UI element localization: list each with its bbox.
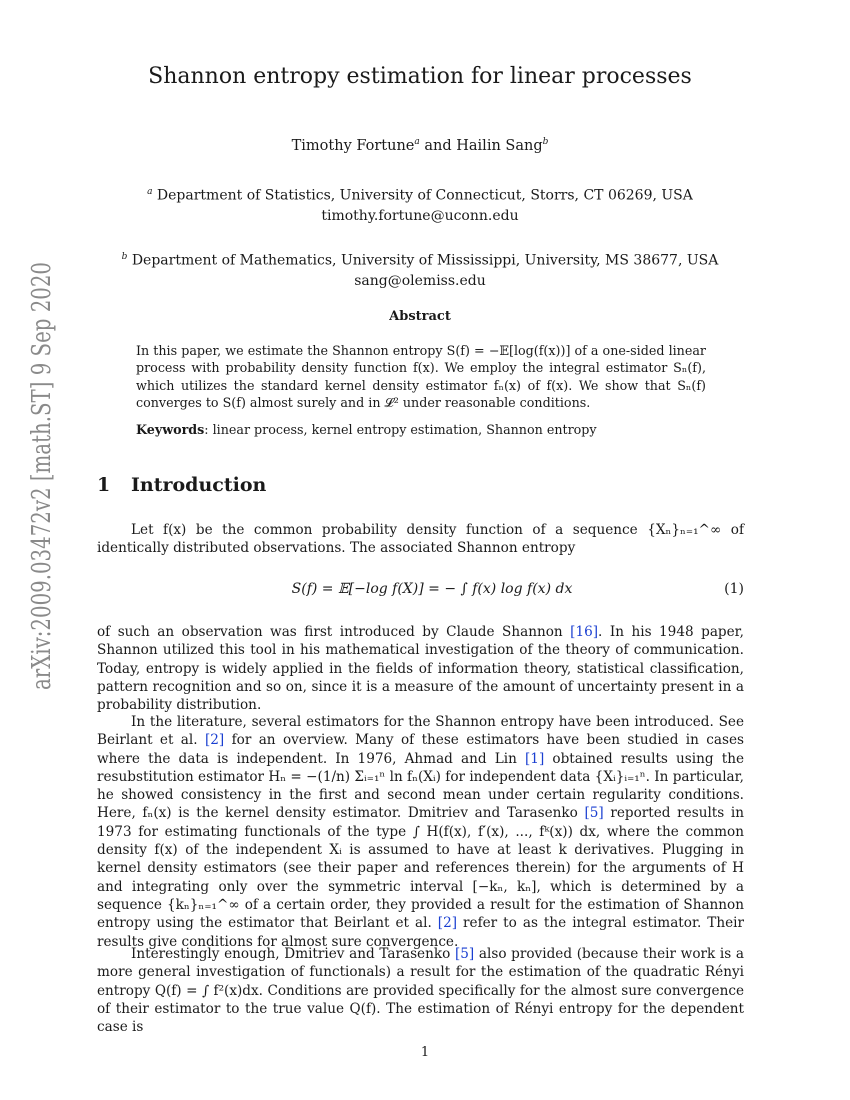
section-heading bbox=[97, 474, 266, 496]
arxiv-identifier bbox=[12, 260, 62, 690]
citation-link[interactable]: [2] bbox=[204, 732, 225, 749]
text-run: also provided (because their work is a more general investigation of functionals) a result for the estimation of the quadratic Rényi entropy Q(f) = ∫ f²(x)dx. Conditions are provided specifically for the almost sure convergence of their estimator to the true value Q(f). The estimation of Rényi entropy for the dependent case is bbox=[97, 946, 744, 1036]
citation-link[interactable]: [5] bbox=[454, 946, 475, 962]
text-run: refer to as the integral estimator. Their results give conditions for almost sure convergence. bbox=[97, 915, 744, 950]
paragraph bbox=[97, 945, 744, 1036]
citation-link[interactable]: [2] bbox=[437, 915, 458, 932]
citation-link[interactable]: [5] bbox=[584, 805, 604, 822]
keywords-label: Keywords bbox=[136, 422, 205, 437]
section-number: 1 bbox=[97, 474, 111, 496]
keywords bbox=[136, 422, 706, 437]
arxiv-identifier-text: arXiv:2009.03472v2 [math.ST] 9 Sep 2020 bbox=[26, 260, 57, 690]
affiliation-mark: b bbox=[121, 252, 128, 262]
text-run: reported results in 1973 for estimating functionals of the type ∫ H(f(x), f′(x), ..., fᵏ(x)) dx, where the common density f(x) of the independent Xᵢ is assumed to have at least k derivatives. Plugging in kernel density estimators (see their paper and references therein) for the arguments of H and integrating only over the symmetric interval [−kₙ, kₙ], which is determined by a sequence {kₙ}ₙ₌₁^∞ of a certain order, they provided a result for the estimation of Shannon entropy using the estimator that Beirlant et al. bbox=[97, 805, 744, 932]
author-line bbox=[100, 137, 740, 154]
text-run: of such an observation was first introduced by Claude Shannon bbox=[97, 624, 571, 640]
affiliation-text: Department of Statistics, University of Connecticut, Storrs, CT 06269, USA bbox=[156, 187, 693, 204]
page-number: 1 bbox=[420, 1045, 430, 1060]
citation-link[interactable]: [1] bbox=[525, 750, 545, 767]
affiliation-b bbox=[100, 247, 740, 291]
equation bbox=[97, 578, 744, 606]
section-title: Introduction bbox=[131, 474, 267, 496]
affiliation-mark: a bbox=[414, 137, 420, 147]
email-address: sang@olemiss.edu bbox=[354, 272, 486, 289]
text-run: for an overview. Many of these estimators have been studied in cases where the data is independent. In 1976, Ahmad and Lin bbox=[97, 732, 744, 767]
paragraph bbox=[97, 623, 744, 714]
paragraph bbox=[97, 713, 744, 951]
affiliation-a bbox=[100, 182, 740, 226]
author-name: Timothy Fortune bbox=[291, 137, 415, 154]
abstract-heading: Abstract bbox=[389, 309, 451, 324]
author-name: Hailin Sang bbox=[456, 137, 543, 154]
author-conjunction: and bbox=[424, 137, 452, 154]
text-run: obtained results using the resubstitution estimator Hₙ = −(1/n) Σᵢ₌₁ⁿ ln fₙ(Xᵢ) for independent data {Xᵢ}ᵢ₌₁ⁿ. In particular, he showed consistency in the first and second mean under certain regularity conditions. Here, fₙ(x) is the kernel density estimator. Dmitriev and Tarasenko bbox=[97, 750, 744, 822]
text-run: In the literature, several estimators for the Shannon entropy have been introduced. See Beirlant et al. bbox=[97, 714, 744, 749]
citation-link[interactable]: [16] bbox=[570, 624, 599, 640]
text-run: Interestingly enough, Dmitriev and Tarasenko bbox=[131, 946, 455, 962]
abstract-text: In this paper, we estimate the Shannon entropy S(f) = −𝔼[log(f(x))] of a one-sided linear process with probability density function f(x). We employ the integral estimator Sₙ(f), which utilizes the standard kernel density estimator fₙ(x) of f(x). We show that Sₙ(f) converges to S(f) almost surely and in 𝓛² under reasonable conditions. bbox=[136, 343, 706, 410]
paper-title: Shannon entropy estimation for linear processes bbox=[148, 64, 692, 89]
text-run: . In his 1948 paper, Shannon utilized this tool in his mathematical investigation of the theory of communication. Today, entropy is widely applied in the fields of information theory, statistical classification, pattern recognition and so on, since it is a measure of the amount of uncertainty present in a probability distribution. bbox=[97, 624, 744, 714]
keywords-text: : linear process, kernel entropy estimation, Shannon entropy bbox=[204, 422, 597, 437]
equation-number: (1) bbox=[724, 581, 744, 597]
affiliation-text: Department of Mathematics, University of Mississippi, University, MS 38677, USA bbox=[131, 252, 719, 269]
equation-body: S(f) = 𝔼[−log f(X)] = − ∫ f(x) log f(x) dx bbox=[291, 581, 573, 597]
paragraph: Let f(x) be the common probability density function of a sequence {Xₙ}ₙ₌₁^∞ of identically distributed observations. The associated Shannon entropy bbox=[97, 522, 744, 557]
affiliation-mark: a bbox=[147, 187, 153, 197]
email-address: timothy.fortune@uconn.edu bbox=[321, 207, 519, 224]
affiliation-mark: b bbox=[542, 137, 549, 147]
